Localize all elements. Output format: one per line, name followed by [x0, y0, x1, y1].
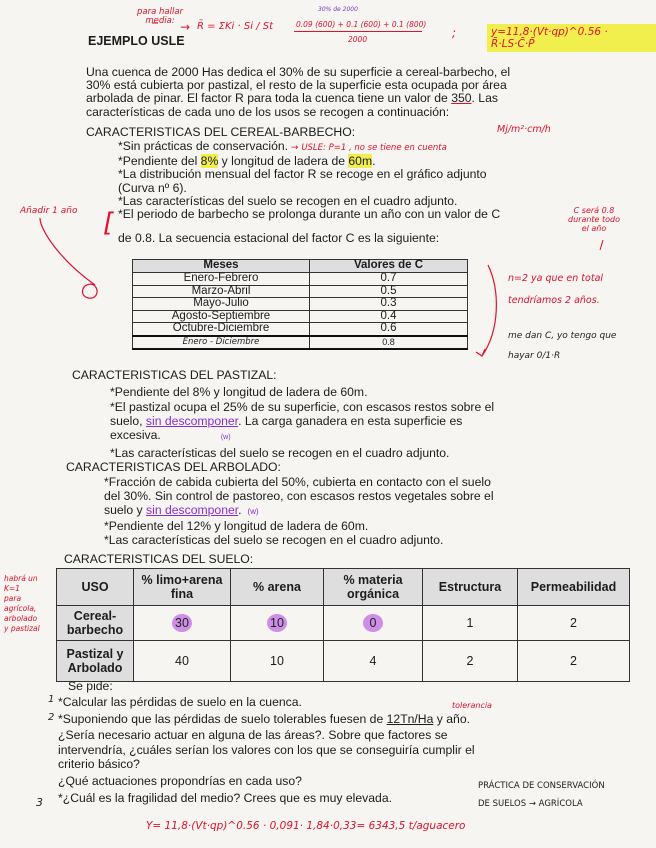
note-k1: habrá un K=1 para agrícola, arbolado y pastizal — [4, 574, 40, 633]
question-number: 2 — [48, 712, 55, 723]
cereal-bullet: (Curva nº 6). — [118, 180, 187, 195]
question-3: *¿Cuál es la fragilidad del medio? Crees que es muy elevada. — [58, 791, 392, 806]
question-2: *Suponiendo que las pérdidas de suelo tolerables fuesen de 12Tn/Ha y año. — [58, 712, 470, 727]
arbolado-bullet: suelo y sin descomponer. (w) — [104, 503, 259, 518]
note-anadir-ano: Añadir 1 año — [20, 206, 78, 216]
highlight-circle: 30 — [172, 614, 192, 632]
formula-numerator: 0.09 (600) + 0.1 (600) + 0.1 (800) — [296, 20, 427, 29]
note-n2: n=2 ya que en total tendríamos 2 años. — [508, 273, 604, 306]
note-tolerancia: tolerancia — [452, 701, 492, 710]
table-header: % materia orgánica — [324, 569, 423, 606]
arbolado-bullets — [104, 476, 556, 547]
pastizal-bullet: excesiva. (w) — [110, 427, 231, 442]
bracket-icon: [ — [103, 208, 114, 238]
arrow-icon: → — [180, 20, 191, 34]
bottom-formula: Y= 11,8·(Vt·qp)^0.56 · 0,091· 1,84·0,33= 6343,5 t/aguacero — [146, 820, 466, 832]
pastizal-bullet: suelo, sin descomponer. La carga ganadera en esta superficie es — [110, 414, 463, 429]
arbolado-bullet: *Fracción de cabida cubierta del 50%, cubierta en contacto con el suelo — [104, 475, 491, 489]
arbolado-bullet: *Las características del suelo se recogen en el cuadro adjunto. — [104, 532, 444, 547]
intro-line: arbolada de pinar. El factor R para toda la cuenca tiene un valor de 350. Las — [86, 91, 498, 106]
table-row: Marzo-Abril 0.5 — [133, 285, 468, 298]
cereal-bullet: *Sin prácticas de conservación. → USLE: P=1 , no se tiene en cuenta — [118, 139, 447, 153]
pastizal-bullets — [110, 386, 560, 460]
table-row: Mayo-Julio 0.3 — [133, 298, 468, 311]
intro-line: Una cuenca de 2000 Has dedica el 30% de su superficie a cereal-barbecho, el — [86, 65, 511, 79]
highlight-circle: 0 — [363, 614, 383, 632]
r-value: 350 — [451, 91, 472, 106]
pastizal-heading: CARACTERISTICAS DEL PASTIZAL: — [72, 368, 277, 382]
table-row: Pastizal y Arbolado 40 10 4 2 2 — [57, 641, 630, 682]
formula-usle: y=11,8·(Vt·qp)^0.56 · R̄·LS·C̄·P̄ — [487, 24, 656, 52]
table-row: Octubre-Diciembre 0.6 — [133, 323, 468, 336]
table-header-row — [57, 569, 630, 606]
suelo-heading: CARACTERISTICAS DEL SUELO: — [64, 552, 254, 566]
table-header: Estructura — [423, 569, 518, 606]
table-header: USO — [57, 569, 134, 606]
units-note: Mj/m²·cm/h — [497, 124, 551, 135]
cereal-bullet: *Pendiente del 8% y longitud de ladera de 60m. — [118, 154, 376, 169]
note-practica: PRÁCTICA DE CONSERVACIÓN DE SUELOS → AGRÍCOLA — [478, 781, 605, 809]
question-2-line: criterio básico? — [58, 756, 140, 771]
p-factor-note: USLE: P=1 , no se tiene en cuenta — [301, 143, 447, 153]
cereal-bullet: *La distribución mensual del factor R se recoge en el gráfico adjunto — [118, 167, 487, 182]
pastizal-bullet: *Pendiente del 8% y longitud de ladera de 60m. — [110, 385, 368, 399]
table-header: Meses — [133, 260, 310, 273]
pide-heading: Se pide: — [68, 679, 113, 693]
question-2-line: intervendría, ¿cuáles serían los valores con los que se conseguiría cumplir el — [58, 742, 475, 757]
table-row-added: Enero - Diciembre 0.8 — [133, 336, 468, 350]
question-number: 3 — [36, 796, 43, 809]
cereal-bullet: *El periodo de barbecho se prolonga durante un año con un valor de C — [118, 207, 501, 222]
pastizal-bullet: *El pastizal ocupa el 25% de su superficie, con escasos restos sobre el — [110, 400, 495, 415]
question-2-line: ¿Sería necesario actuar en alguna de las áreas?. Sobre que factores se — [58, 728, 448, 743]
table-header: % arena — [231, 569, 324, 606]
note-me-dan-c: me dan C, yo tengo que hayar 0/1·R — [508, 331, 617, 361]
arbolado-heading: CARACTERISTICAS DEL ARBOLADO: — [66, 460, 281, 474]
page-title: EJEMPLO USLE — [88, 34, 185, 48]
formula-denominator: 2000 — [348, 35, 368, 44]
cereal-heading: CARACTERISTICAS DEL CEREAL-BARBECHO: — [86, 125, 356, 139]
cereal-bullet: *Las características del suelo se recogen en el cuadro adjunto. — [118, 193, 458, 208]
table-header: % limo+arena fina — [134, 569, 231, 606]
arbolado-bullet: *Pendiente del 12% y longitud de ladera de 60m. — [104, 518, 369, 533]
intro-line: 30% está cubierta por pastizal, el resto de la superficie esta ocupada por área — [86, 78, 507, 93]
table-row: Cereal-barbecho 30 10 0 1 2 — [57, 606, 630, 641]
formula-top-note: 30% de 2000 — [318, 6, 358, 13]
pastizal-bullet: *Las características del suelo se recogen en el cuadro adjunto. — [110, 445, 450, 460]
formula-r-mean: R̄ = ΣKi · Si / St — [197, 21, 273, 32]
question-1: *Calcular las pérdidas de suelo en la cuenca. — [58, 695, 302, 709]
table-row: Agosto-Septiembre 0.4 — [133, 310, 468, 323]
question-2-line: ¿Qué actuaciones propondrías en cada uso? — [58, 774, 302, 789]
table-header: Valores de C — [310, 260, 468, 273]
note-c-08: C será 0.8 durante todo el año — [568, 206, 621, 233]
arbolado-bullet: del 30%. Sin control de pastoreo, con escasos restos vegetales sobre el — [104, 489, 494, 504]
question-number: 1 — [48, 694, 55, 705]
suelo-table — [56, 568, 630, 682]
cereal-bullet: de 0.8. La secuencia estacional del factor C es la siguiente: — [118, 231, 440, 245]
highlight-circle: 10 — [267, 614, 287, 632]
table-row: Enero-Febrero 0.7 — [133, 273, 468, 286]
note-para-hallar: para hallar media: — [137, 7, 184, 26]
intro-line: características de cada uno de los usos se recogen a continuación: — [86, 104, 450, 119]
formula-semicolon: ; — [452, 26, 457, 40]
table-header: Permeabilidad — [518, 569, 630, 606]
